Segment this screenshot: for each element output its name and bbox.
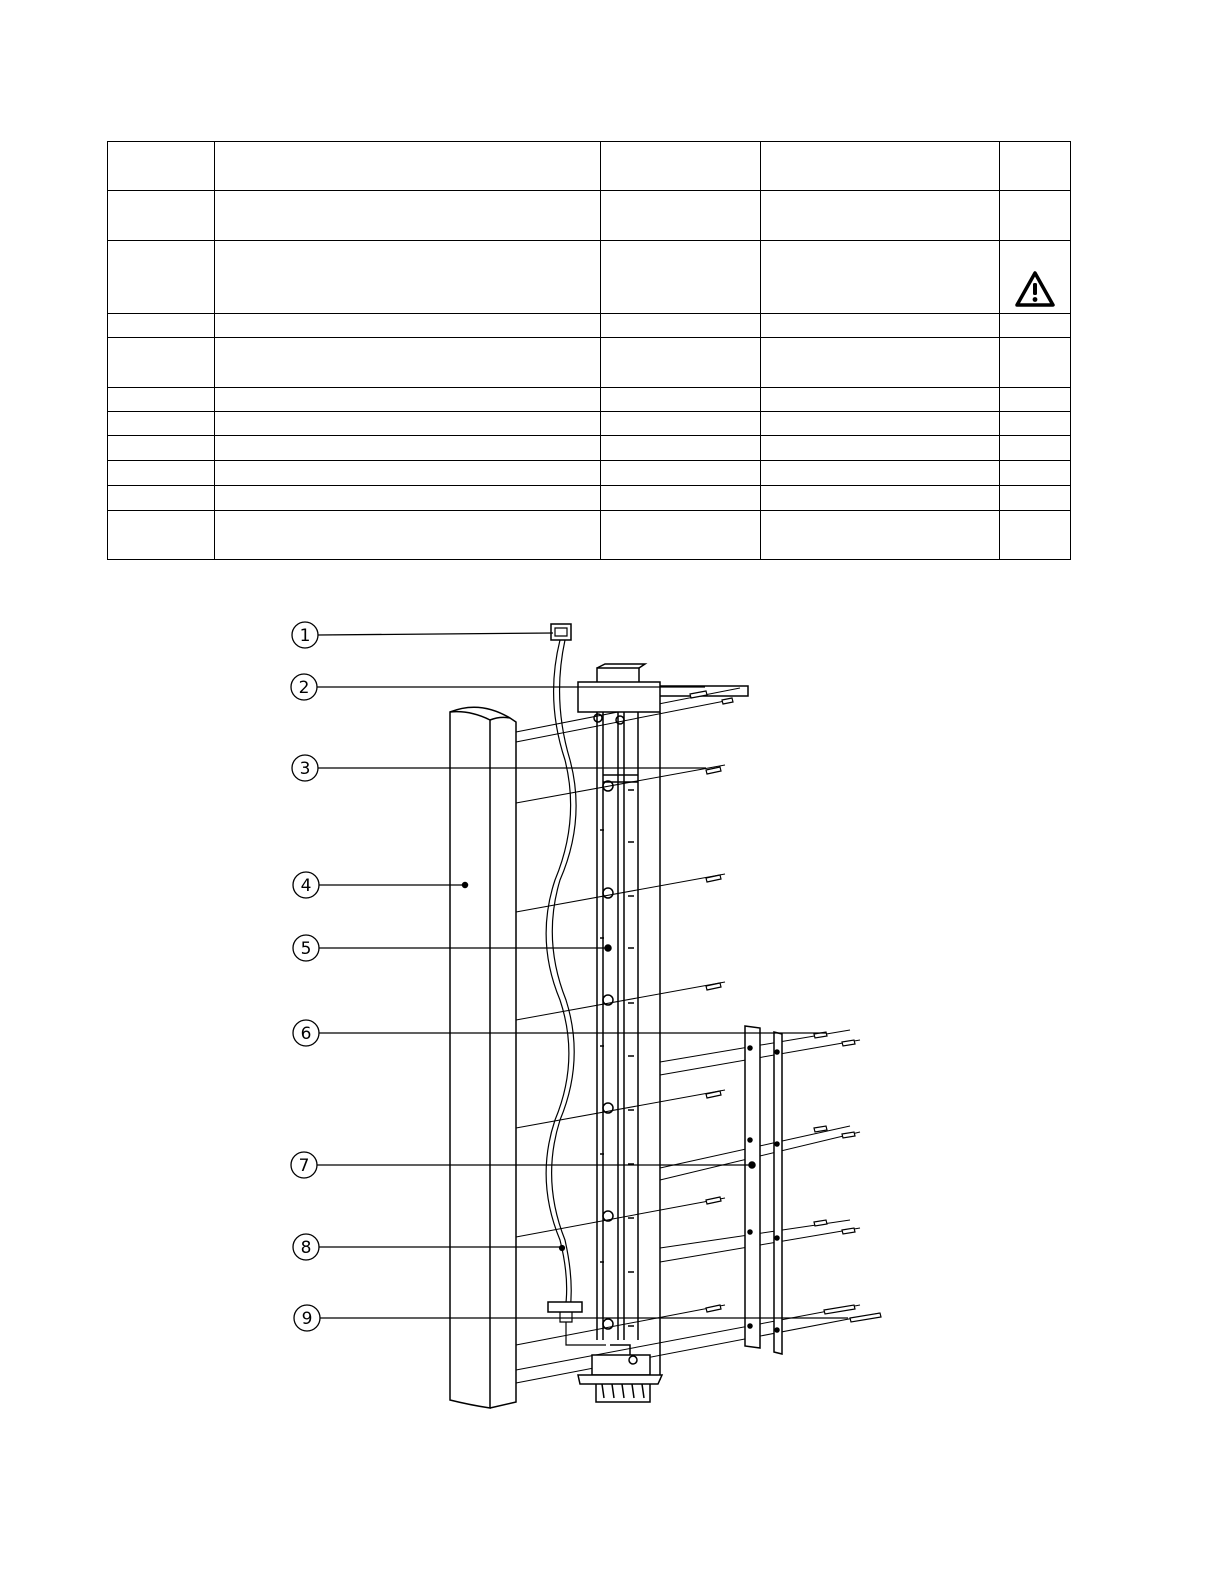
table-cell — [108, 412, 215, 436]
table-cell — [108, 142, 215, 191]
table-row — [108, 485, 1071, 510]
callout-number: 2 — [298, 678, 310, 698]
cell-text — [601, 309, 760, 313]
table-cell — [601, 461, 761, 485]
cell-text — [215, 236, 600, 240]
table-row — [108, 412, 1071, 436]
cell-text — [761, 555, 999, 559]
cell-text — [601, 456, 760, 460]
table-cell — [108, 485, 215, 510]
table-cell — [1000, 510, 1071, 559]
table-row — [108, 510, 1071, 559]
table-cell — [108, 461, 215, 485]
cell-text — [761, 481, 999, 485]
table-cell — [215, 191, 601, 241]
callout-number: 8 — [300, 1238, 312, 1258]
cell-text — [215, 481, 600, 485]
table-cell — [215, 388, 601, 412]
table-cell — [215, 337, 601, 387]
table-cell — [761, 510, 1000, 559]
cell-text — [108, 407, 214, 411]
table-cell — [108, 241, 215, 313]
table-cell — [1000, 241, 1071, 313]
table-cell — [108, 388, 215, 412]
table-cell — [215, 485, 601, 510]
cell-text — [215, 407, 600, 411]
table-cell — [601, 142, 761, 191]
cell-text — [108, 481, 214, 485]
exploded-assembly-diagram — [0, 600, 1224, 1440]
cell-text — [1000, 456, 1070, 460]
cell-text — [601, 333, 760, 337]
cell-text — [1000, 555, 1070, 559]
table-cell — [108, 313, 215, 337]
table-cell — [601, 412, 761, 436]
table-cell — [1000, 142, 1071, 191]
table-cell — [601, 241, 761, 313]
cell-text — [108, 333, 214, 337]
cell-text — [601, 236, 760, 240]
side-rails — [745, 1026, 782, 1354]
table-row — [108, 388, 1071, 412]
table-cell — [215, 142, 601, 191]
table-cell — [761, 388, 1000, 412]
callout-group — [291, 622, 848, 1331]
table-cell — [215, 436, 601, 461]
table-cell — [108, 436, 215, 461]
cell-text — [1000, 481, 1070, 485]
cell-text — [601, 481, 760, 485]
callout-number: 1 — [299, 626, 311, 646]
table-row — [108, 142, 1071, 191]
cell-text — [215, 431, 600, 435]
cell-text — [1000, 431, 1070, 435]
cell-text — [601, 383, 760, 387]
cell-text — [108, 186, 214, 190]
table-cell — [215, 461, 601, 485]
cell-text — [1000, 333, 1070, 337]
cell-text — [761, 236, 999, 240]
table-cell — [761, 412, 1000, 436]
table-cell — [215, 313, 601, 337]
cell-text — [1000, 506, 1070, 510]
table-cell — [215, 412, 601, 436]
table-cell — [601, 388, 761, 412]
cell-text — [1000, 236, 1070, 240]
table-cell — [761, 241, 1000, 313]
cell-text — [1000, 407, 1070, 411]
table-cell — [1000, 313, 1071, 337]
table-cell — [761, 461, 1000, 485]
cell-text — [761, 407, 999, 411]
cell-text — [761, 456, 999, 460]
table-cell — [215, 510, 601, 559]
cell-text — [761, 431, 999, 435]
table-cell — [601, 337, 761, 387]
cell-text — [761, 333, 999, 337]
table-cell — [1000, 485, 1071, 510]
cell-text — [601, 506, 760, 510]
callout-number: 7 — [298, 1156, 310, 1176]
parts-table — [107, 141, 1071, 560]
warning-triangle-icon — [1000, 270, 1070, 313]
screws — [690, 691, 881, 1322]
cell-text — [601, 555, 760, 559]
table-cell — [1000, 436, 1071, 461]
cell-text — [601, 407, 760, 411]
table-cell — [1000, 337, 1071, 387]
table-row — [108, 241, 1071, 313]
callout-number: 9 — [301, 1309, 313, 1329]
cell-text — [215, 309, 600, 313]
table-row — [108, 461, 1071, 485]
table-cell — [108, 510, 215, 559]
cell-text — [215, 333, 600, 337]
table-row — [108, 191, 1071, 241]
table-cell — [761, 142, 1000, 191]
callout-number: 6 — [300, 1024, 312, 1044]
cell-text — [1000, 383, 1070, 387]
cell-text — [601, 186, 760, 190]
cell-text — [215, 383, 600, 387]
table-cell — [761, 313, 1000, 337]
table-cell — [108, 191, 215, 241]
table-cell — [761, 191, 1000, 241]
table-cell — [761, 337, 1000, 387]
table-cell — [215, 241, 601, 313]
table-row — [108, 337, 1071, 387]
table-row — [108, 313, 1071, 337]
cell-text — [761, 506, 999, 510]
cell-text — [108, 431, 214, 435]
table-cell — [601, 313, 761, 337]
cell-text — [601, 431, 760, 435]
table-row — [108, 436, 1071, 461]
cell-text — [215, 186, 600, 190]
table-cell — [601, 485, 761, 510]
cell-text — [108, 456, 214, 460]
cell-text — [761, 186, 999, 190]
table-cell — [1000, 388, 1071, 412]
cell-text — [215, 555, 600, 559]
callout-number: 3 — [299, 759, 311, 779]
table-cell — [108, 337, 215, 387]
cell-text — [108, 383, 214, 387]
table-cell — [1000, 191, 1071, 241]
table-cell — [761, 485, 1000, 510]
table-cell — [601, 510, 761, 559]
cover-panel — [450, 707, 516, 1408]
cell-text — [761, 309, 999, 313]
cell-text — [215, 456, 600, 460]
cell-text — [761, 383, 999, 387]
table-cell — [761, 436, 1000, 461]
cell-text — [108, 555, 214, 559]
table-cell — [1000, 412, 1071, 436]
callout-number: 4 — [300, 876, 312, 896]
cell-text — [108, 309, 214, 313]
callout-leader-line — [318, 633, 553, 635]
cell-text — [215, 506, 600, 510]
cell-text — [108, 236, 214, 240]
cell-text — [108, 506, 214, 510]
table-cell — [601, 191, 761, 241]
table-cell — [1000, 461, 1071, 485]
callout-number: 5 — [300, 939, 312, 959]
cell-text — [1000, 186, 1070, 190]
table-cell — [601, 436, 761, 461]
